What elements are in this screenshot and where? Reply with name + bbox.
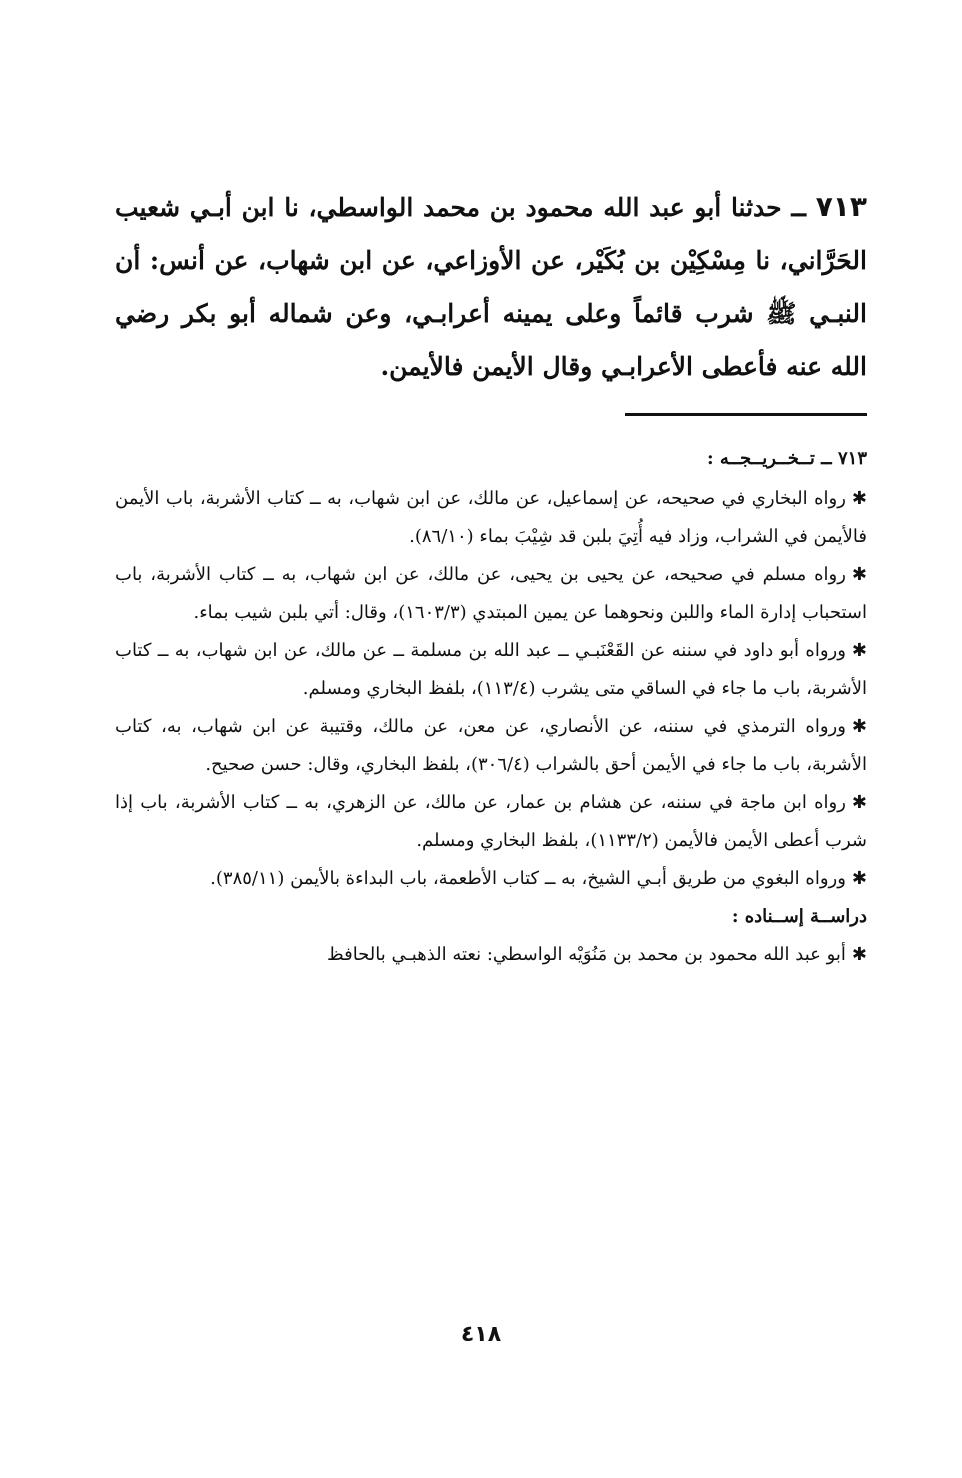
takhrij-item: ✱ورواه البغوي من طريق أبـي الشيخ، به ــ كتاب الأطعمة، باب البداءة بالأيمن (٣٨٥/١١). [210,868,867,889]
footnotes [115,440,867,974]
footnote-separator [625,413,867,416]
takhrij-item: ✱رواه البخاري في صحيحه، عن إسماعيل، عن مالك، عن ابن شهاب، به ــ كتاب الأشربة، باب الأيمن فالأيمن في الشراب، وزاد فيه أُتِيَ بلبن قد شِيْبَ بماء (٨٦/١٠). [115,488,867,547]
hadith-text [115,180,867,393]
star-icon: ✱ [851,944,867,965]
star-icon: ✱ [851,640,867,661]
hadith-number: ٧١٣ [815,190,867,223]
takhrij-item: ✱ورواه أبو داود في سننه عن القَعْنَبـي ــ عبد الله بن مسلمة ــ عن مالك، عن ابن شهاب، به ــ كتاب الأشربة، باب ما جاء في الساقي متى يشرب (١١٣/٤)، بلفظ البخاري ومسلم. [115,640,867,699]
takhrij-item: ✱ورواه الترمذي في سننه، عن الأنصاري، عن معن، عن مالك، وقتيبة عن ابن شهاب، به، كتاب الأشربة، باب ما جاء في الأيمن أحق بالشراب (٣٠٦/٤)، بلفظ البخاري، وقال: حسن صحيح. [115,716,867,775]
star-icon: ✱ [851,716,867,737]
takhrij-heading: ٧١٣ ــ تــخــريــجــه : [706,448,867,469]
hadith-body: ــ حدثنا أبو عبد الله محمود بن محمد الواسطي، نا ابن أبـي شعيب الحَرَّاني، نا مِسْكِيْن بن بُكَيْر، عن الأوزاعي، عن ابن شهاب، عن أنس: أن النبـي ﷺ شرب قائماً وعلى يمينه أعرابـي، وعن شماله أبو بكر رضي الله عنه فأعطى الأعرابـي وقال الأيمن فالأيمن. [115,193,867,381]
page-number: ٤١٨ [460,1322,502,1347]
takhrij-item: ✱رواه ابن ماجة في سننه، عن هشام بن عمار، عن مالك، عن الزهري، به ــ كتاب الأشربة، باب إذا شرب أعطى الأيمن فالأيمن (١١٣٣/٢)، بلفظ البخاري ومسلم. [115,792,867,851]
star-icon: ✱ [851,564,867,585]
star-icon: ✱ [851,792,867,813]
star-icon: ✱ [851,488,867,509]
star-icon: ✱ [851,868,867,889]
dirasa-heading: دراســة إســناده : [731,906,867,927]
dirasa-item: ✱أبو عبد الله محمود بن محمد بن مَنُوَيْه الواسطي: نعته الذهبـي بالحافظ [327,944,867,965]
takhrij-item: ✱رواه مسلم في صحيحه، عن يحيى بن يحيى، عن مالك، عن ابن شهاب، به ــ كتاب الأشربة، باب استحباب إدارة الماء واللبن ونحوهما عن يمين المبتدي (١٦٠٣/٣)، وقال: أتي بلبن شيب بماء. [115,564,867,623]
